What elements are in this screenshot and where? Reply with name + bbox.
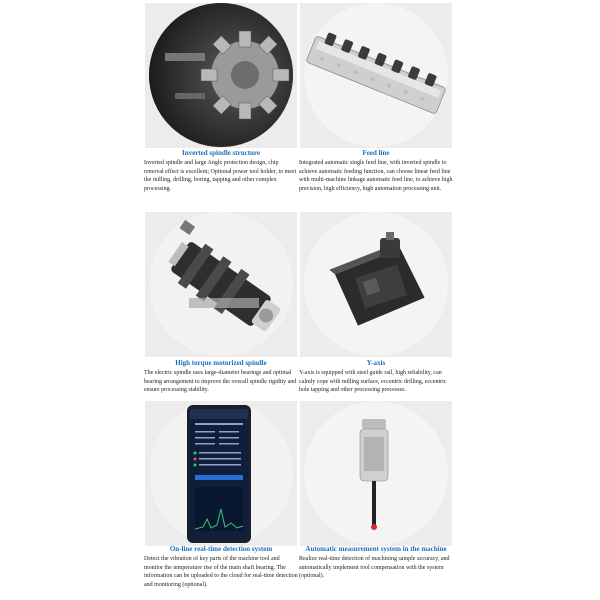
feature-description: Y-axis is equipped with steel guide rail, high reliability, can calmly cope with milling surface, eccentric drilling, eccentric hole tapping and other processing processes. xyxy=(299,370,447,393)
feature-title: Automatic measurement system in the machine xyxy=(305,545,447,553)
feature-title: On-line real-time detection system xyxy=(169,545,273,553)
y-axis-module-icon xyxy=(300,212,452,357)
feature-title: Feed line xyxy=(362,149,390,157)
feature-title: Y-axis xyxy=(366,359,386,367)
feature-title: High torque motorized spindle xyxy=(175,359,267,367)
phone-monitoring-app-icon xyxy=(145,401,297,546)
feature-description: Detect the vibration of key parts of the machine tool and monitor the temperature rise of the main shaft bearing. The information can be uploaded to the cloud for real-time detection and monitoring (optional). xyxy=(144,556,298,588)
feature-description: Integrated automatic single feed line, with inverted spindle to achieve automatic feeding function, can choose linear feed line with multi-machine linkage automatic feed line, to achieve high precision, high efficiency, high automation processing unit. xyxy=(299,160,453,192)
motorized-spindle-icon xyxy=(145,212,297,357)
feature-title: Inverted spindle structure xyxy=(181,149,261,157)
feature-description: Inverted spindle and large Angle protection design, chip removal effect is excellent; Optional power tool holder, to meet the milling, drilling, boring, tapping and other complex processing. xyxy=(144,160,297,192)
feed-line-conveyor-icon xyxy=(300,3,452,148)
feature-description: The electric spindle uses large-diameter bearings and optimal bearing arrangement to improve the overall spindle rigidity and ensure processing stability. xyxy=(144,370,297,393)
feature-description: Realize real-time detection of machining sample accuracy, and automatically implement tool compensation with the system (optional). xyxy=(299,556,450,579)
measurement-probe-icon xyxy=(300,401,452,546)
turret-toolholder-icon xyxy=(145,3,297,148)
